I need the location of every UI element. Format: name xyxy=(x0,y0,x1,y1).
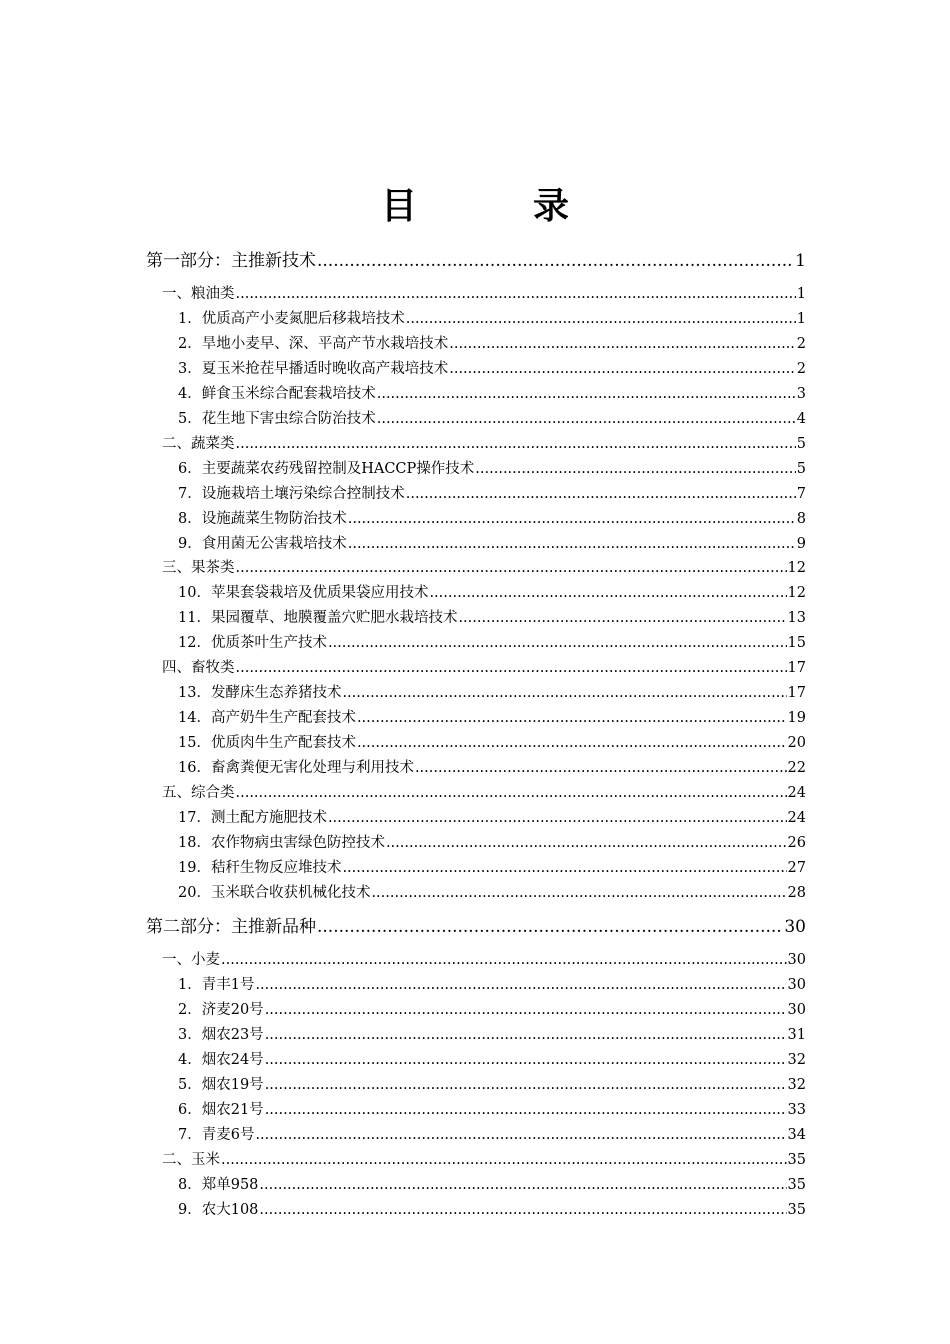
toc-category-label: 一、小麦 xyxy=(162,952,220,968)
dot-leader xyxy=(265,1002,787,1018)
dot-leader xyxy=(265,1052,787,1068)
toc-entry-page-number: 7 xyxy=(796,485,806,502)
dot-leader xyxy=(342,860,786,876)
dot-leader xyxy=(377,411,796,427)
dot-leader xyxy=(255,977,786,993)
toc-entry[interactable] xyxy=(178,756,806,778)
toc-entry-page-number: 32 xyxy=(787,1076,806,1093)
toc-category-label: 二、蔬菜类 xyxy=(162,435,235,452)
toc-category-page-number: 5 xyxy=(796,435,806,452)
dot-leader xyxy=(406,311,796,327)
toc-category[interactable] xyxy=(162,556,806,578)
toc-entry[interactable] xyxy=(178,606,806,628)
toc-category-label: 四、畜牧类 xyxy=(162,660,235,677)
toc-entry[interactable] xyxy=(178,507,806,529)
dot-leader xyxy=(377,386,796,402)
toc-entry-page-number: 9 xyxy=(796,535,806,552)
toc-entry[interactable] xyxy=(178,1198,806,1220)
toc-entry-label: 1．优质高产小麦氮肥后移栽培技术 xyxy=(178,310,405,327)
toc-entry[interactable] xyxy=(178,482,806,504)
dot-leader xyxy=(328,810,787,826)
toc-entry-label: 14．高产奶牛生产配套技术 xyxy=(178,710,356,727)
dot-leader xyxy=(348,511,796,527)
toc-entry-label: 16．畜禽粪便无害化处理与利用技术 xyxy=(178,760,414,777)
toc-entry[interactable] xyxy=(178,1098,806,1120)
dot-leader xyxy=(342,685,786,701)
toc-entry-page-number: 13 xyxy=(787,610,806,627)
dot-leader xyxy=(265,1077,787,1093)
toc-entry-label: 1．青丰1号 xyxy=(178,976,255,993)
dot-leader xyxy=(415,760,787,776)
toc-category-page-number: 12 xyxy=(787,560,806,577)
dot-leader xyxy=(259,1202,786,1218)
toc-entry[interactable] xyxy=(178,881,806,903)
toc-entry-label: 12．优质茶叶生产技术 xyxy=(178,635,327,652)
toc-entry-label: 3．夏玉米抢茬早播适时晚收高产栽培技术 xyxy=(178,360,449,377)
dot-leader xyxy=(475,461,795,477)
toc-category[interactable] xyxy=(162,282,806,304)
dot-leader xyxy=(236,785,787,801)
toc-entry[interactable] xyxy=(178,1048,806,1070)
toc-entry-label: 7．设施栽培土壤污染综合控制技术 xyxy=(178,485,405,502)
toc-entry-page-number: 20 xyxy=(787,735,806,752)
toc-category-label: 五、综合类 xyxy=(162,785,235,801)
dot-leader xyxy=(265,1027,787,1043)
toc-part[interactable] xyxy=(146,912,806,936)
toc-entry-label: 6．主要蔬菜农药残留控制及HACCP操作技术 xyxy=(178,460,475,477)
toc-entry-label: 18．农作物病虫害绿色防控技术 xyxy=(178,834,385,851)
toc-entry-label: 11．果园覆草、地膜覆盖穴贮肥水栽培技术 xyxy=(178,610,458,627)
dot-leader xyxy=(236,660,787,676)
toc-entry[interactable] xyxy=(178,706,806,728)
toc-entry-label: 4．鲜食玉米综合配套栽培技术 xyxy=(178,385,376,402)
toc-part[interactable] xyxy=(146,246,806,270)
dot-leader xyxy=(221,1152,787,1168)
toc-entry-page-number: 8 xyxy=(796,510,806,527)
dot-leader xyxy=(317,251,794,271)
toc-entry[interactable] xyxy=(178,973,806,995)
toc-entry[interactable] xyxy=(178,581,806,603)
toc-category-label: 一、粮油类 xyxy=(162,286,235,302)
toc-part-page-number: 1 xyxy=(795,251,806,271)
toc-entry-label: 17．测土配方施肥技术 xyxy=(178,809,327,826)
toc-entry-label: 2．济麦20号 xyxy=(178,1001,264,1018)
toc-entry-label: 5．花生地下害虫综合防治技术 xyxy=(178,410,376,427)
dot-leader xyxy=(357,710,787,726)
dot-leader xyxy=(348,536,796,552)
toc-entry-label: 9．食用菌无公害栽培技术 xyxy=(178,535,347,552)
toc-category[interactable] xyxy=(162,781,806,803)
dot-leader xyxy=(386,835,787,851)
toc-entry[interactable] xyxy=(178,1023,806,1045)
toc-part-page-number: 30 xyxy=(784,917,806,937)
toc-entry-page-number: 3 xyxy=(796,385,806,402)
toc-entry[interactable] xyxy=(178,532,806,554)
toc-entry-page-number: 30 xyxy=(787,1001,806,1018)
dot-leader xyxy=(406,486,796,502)
toc-entry-label: 8．设施蔬菜生物防治技术 xyxy=(178,510,347,527)
toc-entry-page-number: 34 xyxy=(787,1126,806,1143)
dot-leader xyxy=(236,560,787,576)
toc-entry-label: 10．苹果套袋栽培及优质果袋应用技术 xyxy=(178,585,429,602)
toc-entry-page-number: 1 xyxy=(796,310,806,327)
toc-entry-page-number: 35 xyxy=(787,1201,806,1218)
toc-entry[interactable] xyxy=(178,1173,806,1195)
toc-entry-label: 2．旱地小麦早、深、平高产节水栽培技术 xyxy=(178,335,449,352)
toc-category-page-number: 35 xyxy=(787,1151,806,1168)
dot-leader xyxy=(449,361,796,377)
toc-entry-page-number: 28 xyxy=(787,884,806,901)
toc-entry[interactable] xyxy=(178,457,806,479)
toc-entry-page-number: 33 xyxy=(787,1101,806,1118)
toc-category-label: 二、玉米 xyxy=(162,1151,220,1168)
toc-entry-page-number: 19 xyxy=(787,710,806,727)
toc-entry-label: 9．农大108 xyxy=(178,1201,259,1218)
toc-category-page-number: 24 xyxy=(787,785,806,801)
dot-leader xyxy=(236,436,796,452)
dot-leader xyxy=(236,286,796,302)
toc-entry[interactable] xyxy=(178,307,806,329)
dot-leader xyxy=(328,635,787,651)
toc-entry-page-number: 30 xyxy=(787,976,806,993)
dot-leader xyxy=(371,885,786,901)
toc-category-page-number: 1 xyxy=(796,286,806,302)
toc-entry[interactable] xyxy=(178,806,806,828)
toc-part-label: 第二部分：主推新品种 xyxy=(146,917,316,937)
toc-category-page-number: 30 xyxy=(787,952,806,968)
toc-entry-label: 6．烟农21号 xyxy=(178,1101,264,1118)
toc-entry-page-number: 4 xyxy=(796,410,806,427)
toc-entry-page-number: 27 xyxy=(787,859,806,876)
toc-entry-label: 5．烟农19号 xyxy=(178,1076,264,1093)
toc-category[interactable] xyxy=(162,656,806,678)
toc-entry-label: 3．烟农23号 xyxy=(178,1026,264,1043)
toc-entry-page-number: 26 xyxy=(787,834,806,851)
toc-entry-label: 15．优质肉牛生产配套技术 xyxy=(178,735,356,752)
toc-entry-label: 8．郑单958 xyxy=(178,1176,259,1193)
dot-leader xyxy=(265,1102,787,1118)
toc-category[interactable] xyxy=(162,1148,806,1170)
toc-entry[interactable] xyxy=(178,1123,806,1145)
toc-part-label: 第一部分：主推新技术 xyxy=(146,251,316,271)
toc-title: 目 录 xyxy=(380,186,609,227)
dot-leader xyxy=(259,1177,786,1193)
toc-entry[interactable] xyxy=(178,831,806,853)
toc-category[interactable] xyxy=(162,432,806,454)
toc-entry[interactable] xyxy=(178,856,806,878)
toc-entry-page-number: 31 xyxy=(787,1026,806,1043)
toc-category-label: 三、果茶类 xyxy=(162,560,235,577)
toc-entry[interactable] xyxy=(178,631,806,653)
toc-entry-page-number: 17 xyxy=(787,685,806,702)
toc-entry-label: 4．烟农24号 xyxy=(178,1051,264,1068)
toc-entry-label: 13．发酵床生态养猪技术 xyxy=(178,685,342,702)
toc-entry[interactable] xyxy=(178,357,806,379)
dot-leader xyxy=(255,1127,786,1143)
toc-entry-page-number: 12 xyxy=(787,585,806,602)
dot-leader xyxy=(317,917,783,937)
toc-entry-page-number: 24 xyxy=(787,809,806,826)
toc-entry-page-number: 35 xyxy=(787,1176,806,1193)
toc-entry-label: 19．秸秆生物反应堆技术 xyxy=(178,859,342,876)
toc-category[interactable] xyxy=(162,948,806,970)
toc-entry[interactable] xyxy=(178,731,806,753)
dot-leader xyxy=(449,336,796,352)
dot-leader xyxy=(458,610,786,626)
toc-entry-label: 7．青麦6号 xyxy=(178,1126,255,1143)
toc-entry[interactable] xyxy=(178,681,806,703)
toc-entry[interactable] xyxy=(178,1073,806,1095)
toc-entry-page-number: 22 xyxy=(787,760,806,777)
toc-entry[interactable] xyxy=(178,407,806,429)
dot-leader xyxy=(221,952,787,968)
dot-leader xyxy=(357,735,787,751)
toc-entry-page-number: 2 xyxy=(796,335,806,352)
toc-entry-page-number: 32 xyxy=(787,1051,806,1068)
dot-leader xyxy=(429,585,786,601)
toc-entry-page-number: 5 xyxy=(796,460,806,477)
toc-entry[interactable] xyxy=(178,332,806,354)
toc-entry-label: 20．玉米联合收获机械化技术 xyxy=(178,884,371,901)
toc-entry-page-number: 15 xyxy=(787,635,806,652)
toc-entry[interactable] xyxy=(178,382,806,404)
toc-entry[interactable] xyxy=(178,998,806,1020)
toc-category-page-number: 17 xyxy=(787,660,806,677)
toc-entry-page-number: 2 xyxy=(796,360,806,377)
